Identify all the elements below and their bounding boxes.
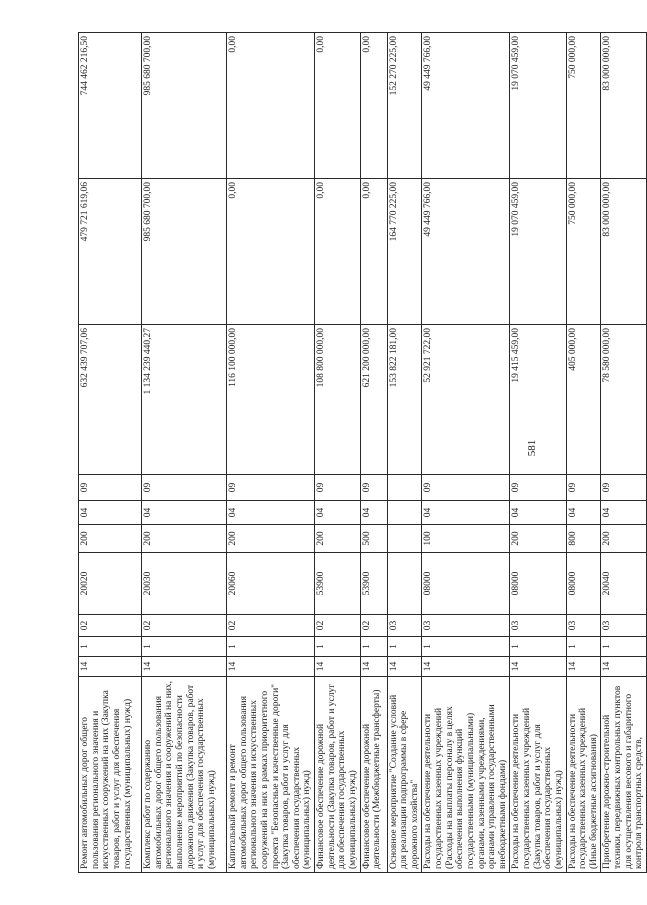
- amount-col-2: 83 000 000,00: [601, 179, 647, 325]
- row-description: Финансовое обеспечение дорожной деятельности (Закупка товаров, работ и услуг для обеспечения государственных (муниципальных) нужд): [315, 677, 361, 873]
- row-description: Расходы на обеспечение деятельности государственных казенных учреждений (Иные бюджетные ассигнования): [566, 677, 601, 873]
- code-col-3: 02: [360, 615, 387, 637]
- code-col-2: 1: [601, 637, 647, 657]
- code-col-2: 1: [422, 637, 510, 657]
- code-col-1: 14: [601, 657, 647, 677]
- amount-col-2: 479 721 619,06: [79, 179, 142, 325]
- code-col-7: 09: [315, 475, 361, 501]
- code-col-4: 20040: [601, 553, 647, 615]
- code-col-7: 09: [227, 475, 315, 501]
- code-col-1: 14: [79, 657, 142, 677]
- code-col-1: 14: [360, 657, 387, 677]
- table-row: [315, 33, 361, 873]
- row-description: Капитальный ремонт и ремонт автомобильных дорог общего пользования регионального значения и искусственных сооружений на них в рамках приоритетного проекта "Безопасные и качественные дороги" (Закупка товаров, работ и услуг для обеспечения государственных (муниципальных) нужд): [227, 677, 315, 873]
- code-col-3: 02: [142, 615, 227, 637]
- code-col-5: 800: [566, 525, 601, 553]
- code-col-4: 08000: [510, 553, 566, 615]
- code-col-4: 20020: [79, 553, 142, 615]
- code-col-4: 53900: [315, 553, 361, 615]
- table-row: [227, 33, 315, 873]
- amount-col-3: 0,00: [360, 33, 387, 179]
- amount-col-3: 152 270 225,00: [387, 33, 422, 179]
- code-col-2: 1: [227, 637, 315, 657]
- code-col-6: 04: [510, 501, 566, 525]
- code-col-6: 04: [315, 501, 361, 525]
- code-col-1: 14: [387, 657, 422, 677]
- code-col-5: 200: [315, 525, 361, 553]
- row-description: Основное мероприятие "Создание условий для реализации подпрограммы в сфере дорожного хозяйства": [387, 677, 422, 873]
- table-row: [360, 33, 387, 873]
- code-col-2: 1: [566, 637, 601, 657]
- code-col-7: 09: [601, 475, 647, 501]
- code-col-2: 1: [510, 637, 566, 657]
- amount-col-1: 153 822 181,00: [387, 325, 422, 475]
- table-row: [387, 33, 422, 873]
- code-col-6: 04: [566, 501, 601, 525]
- code-col-1: 14: [510, 657, 566, 677]
- amount-col-1: 78 580 000,00: [601, 325, 647, 475]
- code-col-6: 04: [601, 501, 647, 525]
- code-col-6: 04: [79, 501, 142, 525]
- code-col-5: 200: [510, 525, 566, 553]
- amount-col-2: 750 000,00: [566, 179, 601, 325]
- code-col-1: 14: [566, 657, 601, 677]
- table-row: [510, 33, 566, 873]
- amount-col-1: 116 100 000,00: [227, 325, 315, 475]
- code-col-4: 08000: [422, 553, 510, 615]
- code-col-4: 08000: [566, 553, 601, 615]
- code-col-6: 04: [360, 501, 387, 525]
- code-col-3: 02: [79, 615, 142, 637]
- code-col-5: 200: [142, 525, 227, 553]
- code-col-7: 09: [142, 475, 227, 501]
- table-row: [566, 33, 601, 873]
- table-row: [142, 33, 227, 873]
- code-col-3: 03: [601, 615, 647, 637]
- code-col-2: 1: [315, 637, 361, 657]
- code-col-3: 03: [387, 615, 422, 637]
- code-col-1: 14: [227, 657, 315, 677]
- table-row: [422, 33, 510, 873]
- table-row: [79, 33, 142, 873]
- code-col-3: 03: [566, 615, 601, 637]
- code-col-6: 04: [422, 501, 510, 525]
- row-description: Ремонт автомобильных дорог общего пользования регионального значения и искусственных сооружений на них (Закупка товаров, работ и услуг для обеспечения государственных (муниципальных) нужд): [79, 677, 142, 873]
- code-col-2: 1: [142, 637, 227, 657]
- table-row: [601, 33, 647, 873]
- code-col-7: 09: [360, 475, 387, 501]
- amount-col-3: 750 000,00: [566, 33, 601, 179]
- code-col-5: [387, 525, 422, 553]
- code-col-4: 53900: [360, 553, 387, 615]
- code-col-2: 1: [360, 637, 387, 657]
- amount-col-2: 49 449 766,00: [422, 179, 510, 325]
- row-description: Финансовое обеспечение дорожной деятельности (Межбюджетные трансферты): [360, 677, 387, 873]
- code-col-3: 03: [510, 615, 566, 637]
- rotated-page: [78, 33, 645, 873]
- code-col-1: 14: [142, 657, 227, 677]
- code-col-1: 14: [315, 657, 361, 677]
- amount-col-1: 621 200 000,00: [360, 325, 387, 475]
- row-description: Комплекс работ по содержанию автомобильных дорог общего пользования регионального значения и сооружений на них, выполнение мероприятий по безопасности дорожного движения (Закупка товаров, работ и услуг для обеспечения государственных (муниципальных) нужд): [142, 677, 227, 873]
- code-col-3: 02: [315, 615, 361, 637]
- amount-col-1: 108 800 000,00: [315, 325, 361, 475]
- code-col-3: 03: [422, 615, 510, 637]
- row-description: Расходы на обеспечение деятельности государственных казенных учреждений (Расходы на выплаты персоналу в целях обеспечения выполнения функций государственными (муниципальными) органами, казенными учреждениями, органами управления государственными внебюджетными фондами): [422, 677, 510, 873]
- code-col-4: 20030: [142, 553, 227, 615]
- code-col-5: 200: [227, 525, 315, 553]
- amount-col-1: 405 000,00: [566, 325, 601, 475]
- code-col-6: 04: [227, 501, 315, 525]
- code-col-7: 09: [79, 475, 142, 501]
- code-col-1: 14: [422, 657, 510, 677]
- code-col-7: 09: [510, 475, 566, 501]
- code-col-7: [387, 475, 422, 501]
- amount-col-3: 83 000 000,00: [601, 33, 647, 179]
- row-description: Приобретение дорожно-строительной техники, передвижных контрольных пунктов для осуществления весового и габаритного контроля транспортных средств,: [601, 677, 647, 873]
- amount-col-1: 1 134 239 440,27: [142, 325, 227, 475]
- code-col-5: 200: [79, 525, 142, 553]
- amount-col-2: 0,00: [227, 179, 315, 325]
- row-description: Расходы на обеспечение деятельности государственных казенных учреждений (Закупка товаров, работ и услуг для обеспечения государственных (муниципальных) нужд): [510, 677, 566, 873]
- page-number: 581: [526, 439, 538, 457]
- code-col-4: [387, 553, 422, 615]
- code-col-5: 100: [422, 525, 510, 553]
- code-col-2: 1: [387, 637, 422, 657]
- code-col-6: [387, 501, 422, 525]
- budget-table: [78, 32, 647, 873]
- amount-col-1: 52 921 722,00: [422, 325, 510, 475]
- amount-col-3: 744 462 216,50: [79, 33, 142, 179]
- amount-col-3: 0,00: [227, 33, 315, 179]
- amount-col-3: 0,00: [315, 33, 361, 179]
- amount-col-2: 19 070 459,00: [510, 179, 566, 325]
- code-col-5: 500: [360, 525, 387, 553]
- amount-col-2: 0,00: [315, 179, 361, 325]
- amount-col-3: 19 070 459,00: [510, 33, 566, 179]
- amount-col-1: 632 439 707,06: [79, 325, 142, 475]
- amount-col-3: 985 680 700,00: [142, 33, 227, 179]
- amount-col-2: 164 770 225,00: [387, 179, 422, 325]
- code-col-5: 200: [601, 525, 647, 553]
- code-col-2: 1: [79, 637, 142, 657]
- amount-col-2: 985 680 700,00: [142, 179, 227, 325]
- code-col-7: 09: [422, 475, 510, 501]
- code-col-4: 20060: [227, 553, 315, 615]
- amount-col-3: 49 449 766,00: [422, 33, 510, 179]
- code-col-7: 09: [566, 475, 601, 501]
- code-col-3: 02: [227, 615, 315, 637]
- amount-col-2: 0,00: [360, 179, 387, 325]
- code-col-6: 04: [142, 501, 227, 525]
- amount-col-1: 19 415 459,00: [510, 325, 566, 475]
